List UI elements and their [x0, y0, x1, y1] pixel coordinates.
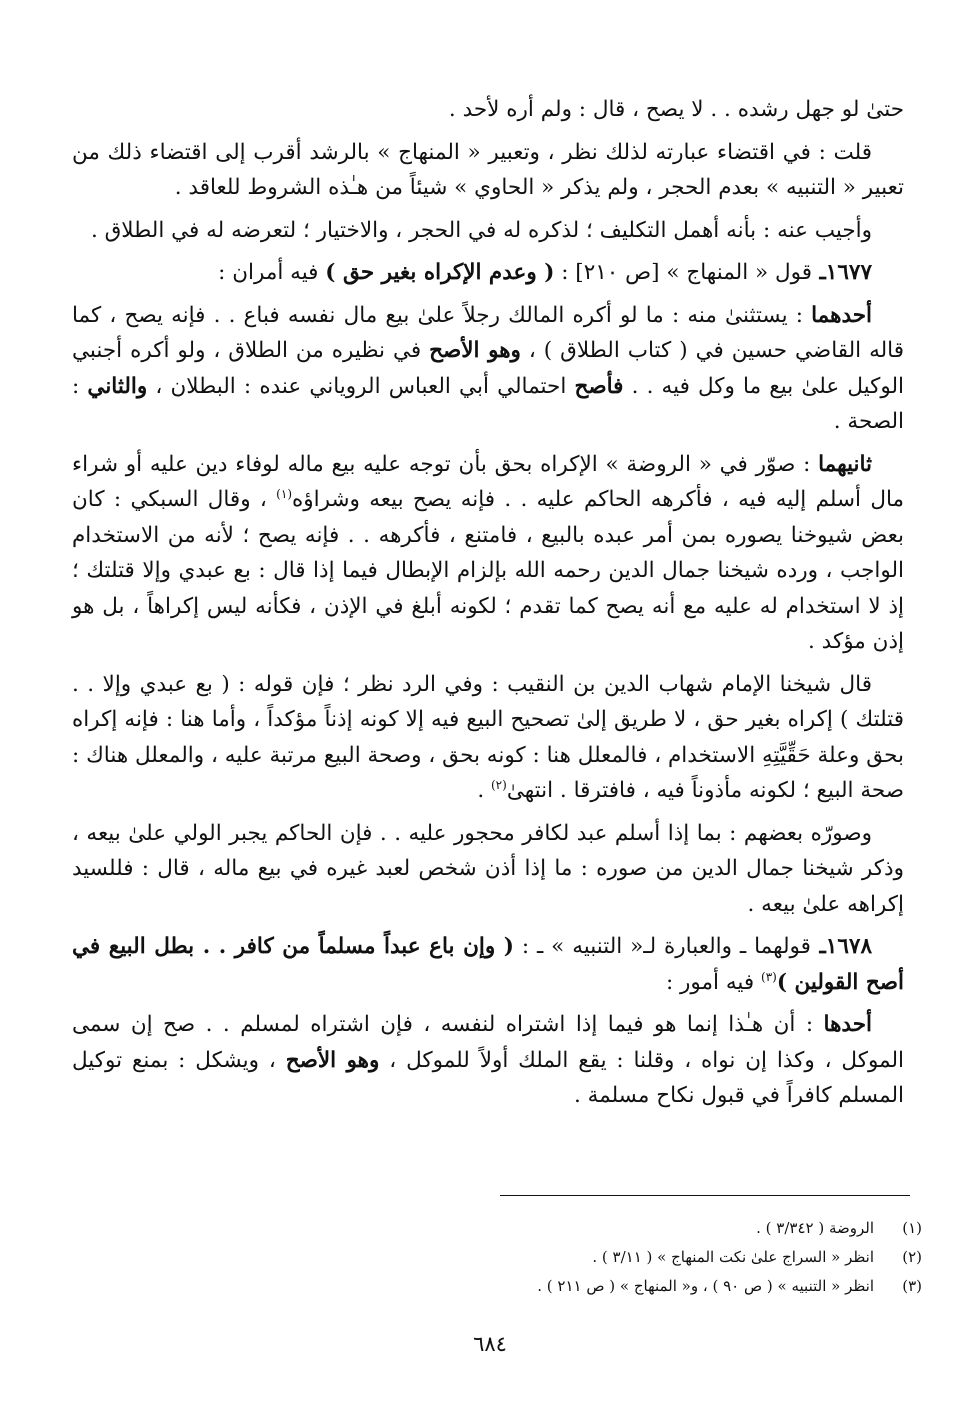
footnote-number: (٣) [902, 1277, 922, 1295]
paragraph [72, 298, 904, 440]
paragraph [72, 1007, 904, 1114]
footnote-number: (٢) [902, 1248, 922, 1266]
bold-run: ١٦٧٨ـ [810, 934, 872, 959]
footnote-ref: (١) [276, 486, 292, 501]
bold-run: أحدها [823, 1012, 872, 1037]
footnote-ref: (٢) [490, 777, 507, 792]
page-number: ٦٨٤ [473, 1332, 507, 1356]
bold-run: وهو الأصح [429, 338, 521, 363]
footnote-number: (١) [902, 1219, 922, 1237]
footnote-separator [500, 1195, 910, 1196]
paragraph [72, 929, 904, 1000]
text-run: حتىٰ لو جهل رشده . . لا يصح ، قال : ولم أره لأحد . [448, 97, 904, 122]
bold-run: فأصح [574, 373, 624, 399]
footnote-text: انظر « السراج علىٰ نكت المنهاج » ( ٣/١١ ) . [592, 1248, 874, 1266]
text-run: : يستثنىٰ منه : ما لو أكره المالك رجلاً علىٰ بيع مال نفسه فباع . . فإنه يصح ، كما قاله القاضي حسين في ( كتاب الطلاق ) ، [72, 302, 905, 363]
paragraph [72, 213, 904, 249]
text-run: : أن هـٰذا إنما هو فيما إذا اشتراه لنفسه ، فإن اشتراه لمسلم . . صح إن سمى الموكل ، وكذا إن نواه ، وقلنا : يقع الملك أولاً للموكل ، [72, 1012, 905, 1073]
paragraph [72, 816, 904, 923]
paragraph [72, 92, 904, 128]
footnote [300, 1214, 922, 1243]
text-run: احتمالي أبي العباس الروياني عنده : البطلان ، [147, 373, 575, 399]
paragraph [72, 135, 904, 206]
paragraph [72, 447, 904, 660]
text-run: قولهما ـ والعبارة لـ« التنبيه » ـ : [513, 934, 811, 959]
bold-run: ١٦٧٧ـ [812, 260, 872, 285]
bold-run: وهو الأصح [285, 1047, 380, 1073]
footnotes [300, 1214, 922, 1301]
footnote-text: انظر « التنبيه » ( ص ٩٠ ) ، و« المنهاج » ( ص ٢١١ ) . [537, 1277, 874, 1295]
footnote-text: الروضة ( ٣/٣٤٢ ) . [756, 1219, 874, 1237]
text-run: ، ويشكل : بمنع توكيل المسلم كافراً في قبول نكاح مسلمة . [72, 1047, 904, 1108]
text-run: في نظيره من الطلاق ، ولو أكره أجنبي الوكيل علىٰ بيع ما وكل فيه . . [72, 338, 905, 399]
text-run: قال شيخنا الإمام شهاب الدين بن النقيب : وفي الرد نظر ؛ فإن قوله : ( بع عبدي وإلا . . قتلتك ) إكراه بغير حق ، لا طريق إلىٰ تصحيح البيع فيه إلا كونه إذناً مؤكداً ، وأما هنا : فإنه إكراه بحق وعلة حَقِّيَّتِهِ الاستخدام ، فالمعلل هنا : كونه بحق ، وصحة البيع مرتبة عليه ، والمعلل هناك : صحة البيع ؛ لكونه مأذوناً فيه ، فافترقا . انتهىٰ [72, 671, 904, 803]
text-run: : الصحة . [72, 373, 904, 434]
bold-run: ( وإن باع عبداً مسلماً من كافر . . بطل البيع في أصح القولين ) [72, 934, 904, 995]
text-run: : صوّر في « الروضة » الإكراه بحق بأن توجه عليه بيع ماله لوفاء دين عليه أو شراء مال أسلم إليه فيه ، فأكرهه الحاكم عليه . . فإنه يصح بيعه وشراؤه [72, 451, 905, 512]
text-run: قلت : في اقتضاء عبارته لذلك نظر ، وتعبير « المنهاج » بالرشد أقرب إلى اقتضاء ذلك من تعبير « التنبيه » بعدم الحجر ، ولم يذكر « الحاوي » شيئاً من هـٰذه الشروط للعاقد . [72, 139, 904, 200]
footnote-ref: (٣) [761, 969, 777, 984]
paragraph [72, 667, 904, 809]
text-run: وأجيب عنه : بأنه أهمل التكليف ؛ لذكره له في الحجر ، والاختيار ؛ لتعرضه له في الطلاق . [90, 217, 872, 243]
text-run: ، وقال السبكي : كان بعض شيوخنا يصوره بمن أمر عبده بالبيع ، فامتنع ، فأكرهه . . فإنه يصح ؛ لأنه من الاستخدام الواجب ، ورده شيخنا جمال الدين رحمه الله بإلزام الإبطال فيما إذا قال : بع عبدي وإلا قتلتك ؛ إذ لا استخدام له عليه مع أنه يصح كما تقدم ؛ لكونه أبلغ في الإذن ، فكأنه ليس إكراهاً ، بل هو إذن مؤكد . [72, 487, 904, 654]
footnote [300, 1272, 922, 1301]
bold-run: ( وعدم الإكراه بغير حق ) [325, 260, 555, 285]
footnote [300, 1243, 922, 1272]
bold-run: ثانيهما [818, 451, 872, 477]
text-run: وصورّه بعضهم : بما إذا أسلم عبد لكافر محجور عليه . . فإن الحاكم يجبر الولي علىٰ بيعه ، وذكر شيخنا جمال الدين من صوره : ما إذا أذن شخص لعبد غيره في بيع ماله ، قال : فللسيد إكراهه علىٰ بيعه . [72, 820, 904, 917]
text-run: فيه أمران : [218, 260, 326, 285]
text-run: . [477, 778, 491, 803]
text-run: فيه أمور : [665, 969, 761, 995]
text-run: قول « المنهاج » [ص ٢١٠] : [554, 260, 812, 285]
bold-run: أحدهما [811, 302, 872, 328]
paragraph [72, 255, 904, 291]
main-text [72, 92, 904, 1121]
bold-run: والثاني [87, 373, 148, 399]
